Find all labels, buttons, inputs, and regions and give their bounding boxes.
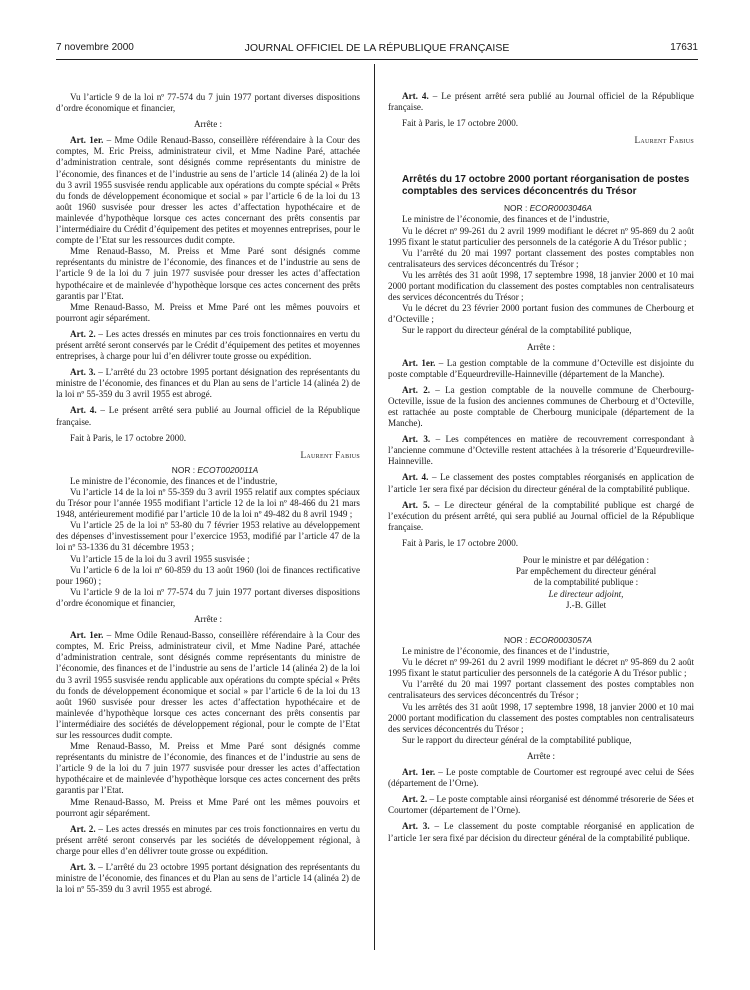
header-rule — [56, 59, 698, 60]
nor-code: ECOR0003057A — [529, 635, 592, 646]
article-label: Art. 1er. — [70, 630, 104, 641]
column-divider — [374, 64, 375, 950]
article-4: Art. 4. – Le présent arrêté sera publié au Journal officiel de la République française. — [56, 405, 360, 427]
article-2: Art. 2. – La gestion comptable de la nouvelle commune de Cherbourg-Octeville, issue de la fusion des anciennes communes de Cherbourg et d’Octeville, est rattachée au poste comptable de Cherbourg municipale (département de la Manche). — [388, 384, 694, 429]
paragraph: Vu l’article 6 de la loi nº 60-859 du 13 août 1960 (loi de finances rectificative pour 1960) ; — [56, 564, 360, 586]
article-3: Art. 3. – L’arrêté du 23 octobre 1995 portant désignation des représentants du ministre de l’économie, des finances et du Plan au sens de l’article 14 (alinéa 2) de la loi nº 55-359 du 3 avril 1955 est abrogé. — [56, 862, 360, 895]
journal-title: JOURNAL OFFICIEL DE LA RÉPUBLIQUE FRANÇAISE — [244, 42, 510, 54]
arrete-label: Arrête : — [526, 750, 556, 761]
paragraph: Vu l’arrêté du 20 mai 1997 portant classement des postes comptables non centralisateurs des services déconcentrés du Trésor ; — [388, 247, 694, 269]
arrete-label: Arrête : — [193, 614, 223, 625]
page-header — [56, 42, 698, 58]
paragraph: Mme Renaud-Basso, M. Preiss et Mme Paré ont les mêmes pouvoirs et pourront agir séparément. — [56, 301, 360, 323]
nor-reference: NOR : ECOT0020011A — [171, 464, 259, 475]
article-label: Art. 1er. — [402, 357, 436, 368]
paragraph: Vu l’article 15 de la loi du 3 avril 1955 susvisée ; — [70, 553, 250, 564]
paragraph: Le ministre de l’économie, des finances et de l’industrie, — [402, 646, 610, 657]
paragraph: Mme Renaud-Basso, M. Preiss et Mme Paré ont les mêmes pouvoirs et pourront agir séparément. — [56, 796, 360, 818]
paragraph: Vu les arrêtés des 31 août 1998, 17 septembre 1998, 18 janvier 2000 et 10 mai 2000 portant modification du classement des postes comptables non centralisateurs des services déconcentrés du Trésor ; — [388, 701, 694, 734]
article-label: Art. 2. — [402, 384, 431, 395]
paragraph: Vu l’article 14 de la loi nº 55-359 du 3 avril 1955 relatif aux comptes spéciaux du Trésor pour l’année 1955 modifiant l’article 12 de la loi nº 48-466 du 21 mars 1948, antérieurement modifié par l’article 10 de la loi nº 49-482 du 8 avril 1949 ; — [56, 487, 360, 520]
paragraph: Vu le décret du 23 février 2000 portant fusion des communes de Cherbourg et d’Octeville ; — [388, 303, 694, 325]
fait-a-paris: Fait à Paris, le 17 octobre 2000. — [402, 537, 519, 548]
paragraph: Vu l’article 25 de la loi nº 53-80 du 7 février 1953 relative au développement des dépenses d’investissement pour l’exercice 1953, modifié par l’article 47 de la loi nº 53-1336 du 31 décembre 1953 ; — [56, 520, 360, 553]
article-1: Art. 1er. – La gestion comptable de la commune d’Octeville est disjointe du poste comptable d’Equeurdreville-Hainneville (département de la Manche). — [388, 357, 694, 379]
arrete-label: Arrête : — [193, 119, 223, 130]
article-4: Art. 4. – Le classement des postes comptables réorganisés en application de l’article 1er sera fixé par décision du directeur général de la comptabilité publique. — [388, 472, 694, 494]
paragraph: Vu le décret nº 99-261 du 2 avril 1999 modifiant le décret nº 95-869 du 2 août 1995 fixant le statut particulier des personnels de la catégorie A du Trésor public ; — [388, 225, 694, 247]
nor-code: ECOR0003046A — [529, 203, 592, 214]
article-3: Art. 3. – L’arrêté du 23 octobre 1995 portant désignation des représentants du ministre de l’économie, des finances et du Plan au sens de l’article 14 (alinéa 2) de la loi nº 55-359 du 3 avril 1955 est abrogé. — [56, 367, 360, 400]
article-label: Art. 5. — [402, 499, 430, 510]
article-2: Art. 2. – Les actes dressés en minutes par ces trois fonctionnaires en vertu du présent arrêté seront conservés par les sociétés de développement régional, à charge pour elles d’en délivrer toute grosse ou expédition. — [56, 823, 360, 856]
signature-block: Pour le ministre et par délégation : Par empêchement du directeur général de la comptabilité publique : Le directeur adjoint, J.-B. Gillet — [478, 555, 694, 611]
article-1: Art. 1er. – Le poste comptable de Courtomer est regroupé avec celui de Sées (département de l’Orne). — [388, 767, 694, 789]
article-label: Art. 1er. — [70, 135, 104, 146]
article-label: Art. 4. — [402, 472, 429, 483]
paragraph: Vu l’arrêté du 20 mai 1997 portant classement des postes comptables non centralisateurs des services déconcentrés du Trésor ; — [388, 679, 694, 701]
paragraph: Mme Renaud-Basso, M. Preiss et Mme Paré sont désignés comme représentants du ministre de l’économie, des finances et de l’industrie au sens de l’article 9 de la loi du 7 juin 1977 susvisée pour dresser les actes d’affectation hypothécaire et de mainlevée d’hypothèque lorsque ces actes concernent des prêts garantis par l’Etat. — [56, 741, 360, 796]
nor-reference: NOR : ECOR0003057A — [504, 635, 592, 646]
right-column — [388, 91, 694, 844]
article-label: Art. 3. — [70, 367, 96, 378]
article-label: Art. 2. — [70, 823, 96, 834]
paragraph: Sur le rapport du directeur général de la comptabilité publique, — [402, 325, 632, 336]
article-label: Art. 2. — [402, 794, 428, 805]
article-2: Art. 2. – Les actes dressés en minutes par ces trois fonctionnaires en vertu du présent arrêté seront conservés par le Crédit d’équipement des petites et moyennes entreprises, à charge pour lui d’en délivrer toute grosse ou expédition. — [56, 328, 360, 362]
article-1: Art. 1er. – Mme Odile Renaud-Basso, conseillère référendaire à la Cour des comptes, M. Eric Preiss, administrateur civil, et Mme Nadine Paré, attachée d’administration centrale, sont désignés comme représentants du ministre de l’économie, des finances et de l’industrie au sens de l’article 14 (alinéa 2) de la loi du 3 avril 1955 susvisée rendu applicable aux opérations du compte spécial « Prêts du fonds de développement économique et social » par l’article 6 de la loi du 13 août 1960 susvisée pour dresser les actes d’affectation hypothécaire et de mainlevée d’hypothèque lorsque ces actes concernant des prêts consentis par l’intermédiaire du Crédit d’équipement des petites et moyennes entreprises, pour le compte de l’Etat sur les ressources dudit compte. — [56, 135, 360, 246]
nor-code: ECOT0020011A — [197, 464, 259, 475]
article-2: Art. 2. – Le poste comptable ainsi réorganisé est dénommé trésorerie de Sées et Courtomer (département de l’Orne). — [388, 794, 694, 816]
article-5: Art. 5. – Le directeur général de la comptabilité publique est chargé de l’exécution du présent arrêté, qui sera publié au Journal officiel de la République française. — [388, 499, 694, 532]
article-label: Art. 1er. — [402, 767, 436, 778]
paragraph: Le ministre de l’économie, des finances et de l’industrie, — [70, 475, 278, 486]
signature: Laurent Fabius — [634, 135, 694, 146]
article-label: Art. 3. — [402, 434, 431, 445]
issue-date: 7 novembre 2000 — [56, 42, 134, 53]
article-label: Art. 4. — [70, 405, 97, 416]
fait-a-paris: Fait à Paris, le 17 octobre 2000. — [70, 432, 187, 443]
article-4: Art. 4. – Le présent arrêté sera publié au Journal officiel de la République française. — [388, 91, 694, 113]
nor-reference: NOR : ECOR0003046A — [504, 203, 592, 214]
page-number: 17631 — [670, 42, 698, 53]
article-label: Art. 3. — [70, 862, 96, 872]
article-1: Art. 1er. – Mme Odile Renaud-Basso, conseillère référendaire à la Cour des comptes, M. Eric Preiss, administrateur civil, et Mme Nadine Paré, attachée d’administration centrale, sont désignés comme représentants du ministre de l’économie, des finances et de l’industrie au sens de l’article 14 (alinéa 2) de la loi du 3 avril 1955 susvisée rendu applicable aux opérations du compte spécial « Prêts du fonds de développement économique et social » par l’article 6 de la loi du 13 août 1960 susvisée pour dresser les actes d’affectation hypothécaire et de mainlevée d’hypothèque lorsque ces actes concernant des prêts consentis par l’intermédiaire des sociétés de développement régional, pour le compte de l’Etat sur les ressources dudit compte. — [56, 630, 360, 740]
paragraph: Le ministre de l’économie, des finances et de l’industrie, — [402, 214, 610, 225]
paragraph: Vu l’article 9 de la loi nº 77-574 du 7 juin 1977 portant diverses dispositions d’ordre économique et financier, — [56, 586, 360, 608]
arrete-label: Arrête : — [526, 341, 556, 352]
paragraph: Mme Renaud-Basso, M. Preiss et Mme Paré sont désignés comme représentants du ministre de l’économie, des finances et de l’industrie au sens de l’article 9 de la loi du 7 juin 1977 susvisée pour dresser les actes d’affectation hypothécaire et de mainlevée d’hypothèque lorsque ces actes concernent des prêts garantis par l’Etat. — [56, 246, 360, 301]
left-column — [56, 92, 360, 895]
paragraph: Vu l’article 9 de la loi nº 77-574 du 7 juin 1977 portant diverses dispositions d’ordre économique et financier, — [56, 92, 360, 114]
article-label: Art. 2. — [70, 328, 96, 339]
article-3: Art. 3. – Le classement du poste comptable réorganisé en application de l’article 1er sera fixé par décision du directeur général de la comptabilité publique. — [388, 821, 694, 843]
article-label: Art. 4. — [402, 91, 429, 101]
article-label: Art. 3. — [402, 821, 430, 832]
paragraph: Vu le décret nº 99-261 du 2 avril 1999 modifiant le décret nº 95-869 du 2 août 1995 fixant le statut particulier des personnels de la catégorie A du Trésor public ; — [388, 657, 694, 679]
article-3: Art. 3. – Les compétences en matière de recouvrement correspondant à l’ancienne commune d’Octeville restent attachées à la trésorerie d’Equeurdreville-Hainneville. — [388, 434, 695, 467]
signatory-name: J.-B. Gillet — [565, 599, 607, 610]
fait-a-paris: Fait à Paris, le 17 octobre 2000. — [402, 118, 519, 129]
signature: Laurent Fabius — [300, 449, 360, 460]
paragraph: Vu les arrêtés des 31 août 1998, 17 septembre 1998, 18 janvier 2000 et 10 mai 2000 portant modification du classement des postes comptables non centralisateurs des services déconcentrés du Trésor ; — [388, 269, 694, 303]
section-heading: Arrêtés du 17 octobre 2000 portant réorganisation de postes comptables des services déconcentrés du Trésor — [402, 174, 690, 197]
paragraph: Sur le rapport du directeur général de la comptabilité publique, — [402, 734, 632, 745]
